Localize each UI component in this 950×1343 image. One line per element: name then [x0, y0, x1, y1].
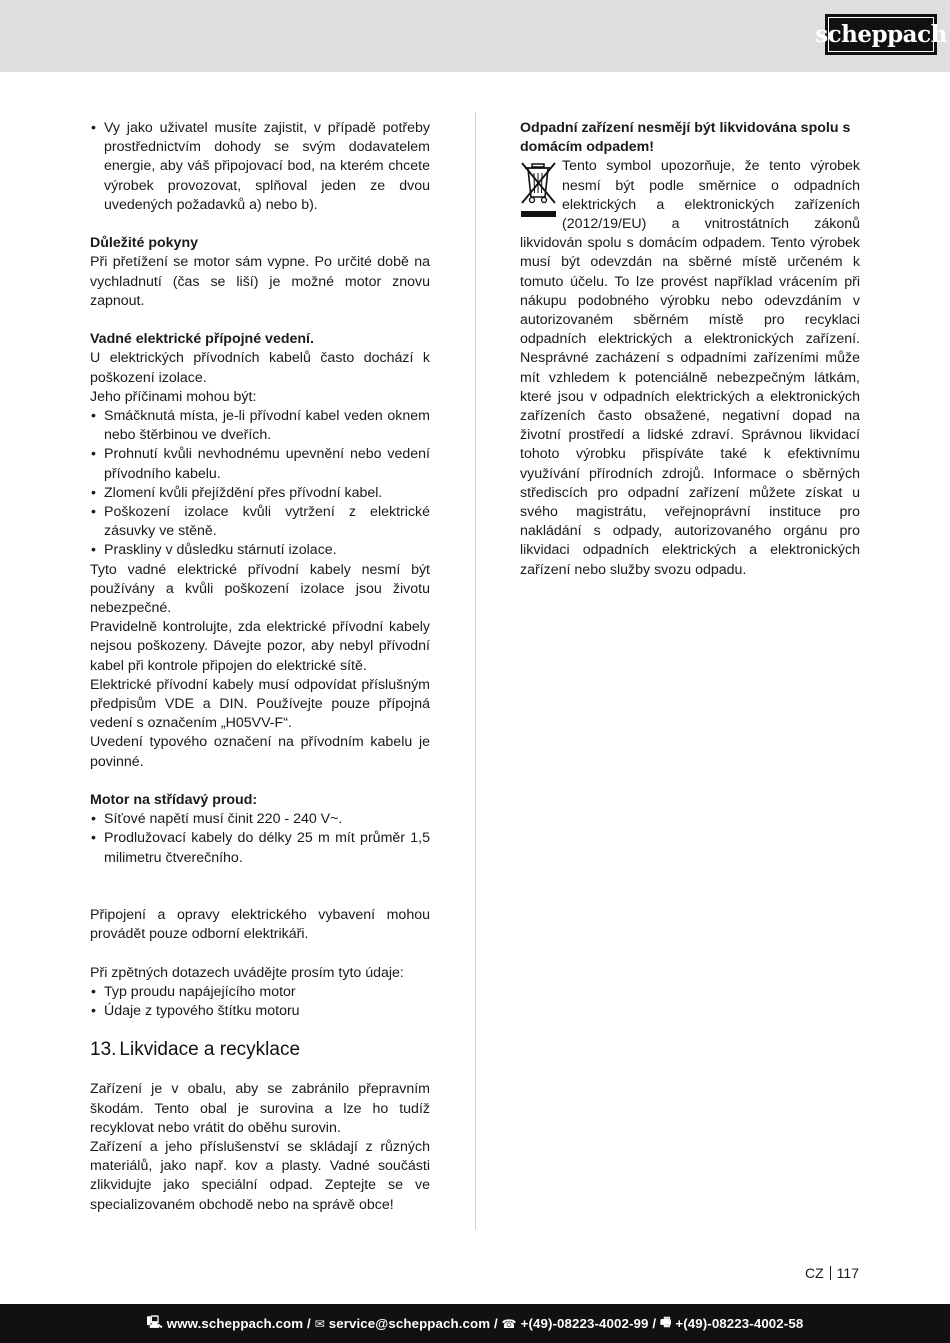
contact-bar — [0, 1304, 950, 1343]
intro-bullet: • Vy jako uživatel musíte zajistit, v případě potřeby prostřednictvím dohody se svým dodavatelem energie, aby váš připojovací bod, na kterém chcete výrobek provozovat, splňoval jeden ze dvou uvedených požadavků a) nebo b). — [90, 119, 430, 215]
queries-list — [90, 983, 430, 1021]
disposal-paragraph: Zařízení a jeho příslušenství se skládají z různých materiálů, jako např. kov a plasty. Vadné součásti zlikvidujte jako speciální odpad. Zeptejte se ve specializovaném obchodě nebo na správě obce! — [90, 1139, 430, 1213]
cables-paragraph: Tyto vadné elektrické přívodní kabely nesmí být používány a kvůli poškození izolace jsou životu nebezpečné. — [90, 561, 430, 617]
section-title: Likvidace a recyklace — [119, 1039, 301, 1061]
cables-paragraph: Elektrické přívodní kabely musí odpovídat příslušným předpisům VDE a DIN. Používejte pouze přípojná vedení s označením „H05VV-F“. — [90, 676, 430, 732]
cables-paragraph: Jeho příčinami mohou být: — [90, 388, 257, 405]
list-item: • Poškození izolace kvůli vytržení z elektrické zásuvky ve stěně. — [90, 503, 430, 541]
fax-icon: 🖷 — [659, 1315, 672, 1329]
list-item: • Prohnutí kvůli nevhodnému upevnění nebo vedení přívodního kabelu. — [90, 445, 430, 483]
cables-paragraph: Pravidelně kontrolujte, zda elektrické přívodní kabely nejsou poškozeny. Dávejte pozor, aby nebyl přívodní kabel při kontrole připojen do elektrické sítě. — [90, 619, 430, 674]
section-number: 13. — [90, 1039, 117, 1061]
computer-icon: 🖳 — [146, 1315, 163, 1329]
repairs-text: Připojení a opravy elektrického vybavení mohou provádět pouze odborní elektrikáři. — [90, 907, 430, 943]
header-bar — [0, 0, 950, 72]
crossed-bin-icon — [520, 161, 558, 219]
cables-paragraph: U elektrických přívodních kabelů často dochází k poškození izolace. — [90, 350, 430, 386]
page-footer — [805, 1265, 859, 1281]
weee-title: Odpadní zařízení nesmějí být likvidována spolu s domácím odpadem! — [520, 120, 851, 156]
queries-text: Při zpětných dotazech uvádějte prosím tyto údaje: — [90, 964, 404, 981]
important-text: Při přetížení se motor sám vypne. Po určité době na vychladnutí (čas se liší) je možné motor znovu zapnout. — [90, 254, 430, 309]
phone-number: +(49)-08223-4002-99 / — [520, 1316, 657, 1331]
list-item: • Smáčknutá místa, je-li přívodní kabel veden oknem nebo štěrbinou ve dveřích. — [90, 407, 430, 445]
cables-causes-list — [90, 407, 430, 561]
weee-text: Tento symbol upozorňuje, že tento výrobek nesmí být podle směrnice o odpadních elektrických a elektronických zařízeních (2012/19/EU) a vnitrostátních zákonů likvidován spolu s domácím odpadem. Tento výrobek musí být odevzdán na sběrné místě určeném k tomuto účelu. To lze provést například vrácením při nákupu podobného výrobku nebo odevzdáním v autorizovaném sběrném místě pro recyklaci odpadních elektrických a elektronických zařízení. Nesprávné zacházení s odpadními zařízeními může mít vzhledem k potenciálně nebezpečným látkám, které jsou v odpadních elektrických a elektronických zařízeních často obsažené, negativní dopad na životní prostředí a lidské zdraví. Správnou likvidací tohoto výrobku přispíváte také k efektivnímu využívání přírodních zdrojů. Informace o sběrných střediscích pro odpadní zařízení můžete získat u svého magistrátu, veřejnoprávní instituce pro nakládání s odpady, autorizovaného orgánu pro likvidaci odpadních elektrických a elektronických zařízení nebo služby svozu odpadu. — [520, 158, 860, 578]
fax-number: +(49)-08223-4002-58 — [675, 1316, 804, 1331]
disposal-paragraph: Zařízení je v obalu, aby se zabránilo přepravním škodám. Tento obal je surovina a lze ho tudíž recyklovat nebo vrátit do oběhu surovin. — [90, 1081, 430, 1136]
phone-icon: ☎ — [501, 1316, 517, 1331]
list-item: • Prodlužovací kabely do délky 25 m mít průměr 1,5 milimetru čtverečního. — [90, 829, 430, 867]
intro-list — [90, 119, 430, 215]
list-item: • Údaje z typového štítku motoru — [90, 1002, 430, 1021]
email-link[interactable]: service@scheppach.com / — [328, 1316, 498, 1331]
important-title: Důležité pokyny — [90, 235, 199, 252]
brand-logo: scheppach — [825, 14, 937, 55]
page-number: 117 — [836, 1265, 859, 1281]
language-code: CZ — [805, 1265, 824, 1281]
cables-paragraph: Uvedení typového označení na přívodním kabelu je povinné. — [90, 734, 430, 770]
cables-title: Vadné elektrické přípojné vedení. — [90, 331, 314, 348]
footer-separator — [830, 1266, 831, 1280]
motor-list — [90, 810, 430, 868]
section-heading — [90, 1038, 430, 1062]
column-divider — [475, 112, 476, 1230]
right-column — [520, 119, 860, 580]
email-icon: ✉ — [314, 1316, 325, 1331]
list-item: • Typ proudu napájejícího motor — [90, 983, 430, 1002]
motor-title: Motor na střídavý proud: — [90, 792, 258, 809]
left-column — [90, 119, 430, 1215]
list-item: • Síťové napětí musí činit 220 - 240 V~. — [90, 810, 430, 829]
list-item: • Zlomení kvůli přejíždění přes přívodní kabel. — [90, 484, 430, 503]
list-item: • Praskliny v důsledku stárnutí izolace. — [90, 541, 430, 560]
website-link[interactable]: www.scheppach.com / — [166, 1316, 311, 1331]
